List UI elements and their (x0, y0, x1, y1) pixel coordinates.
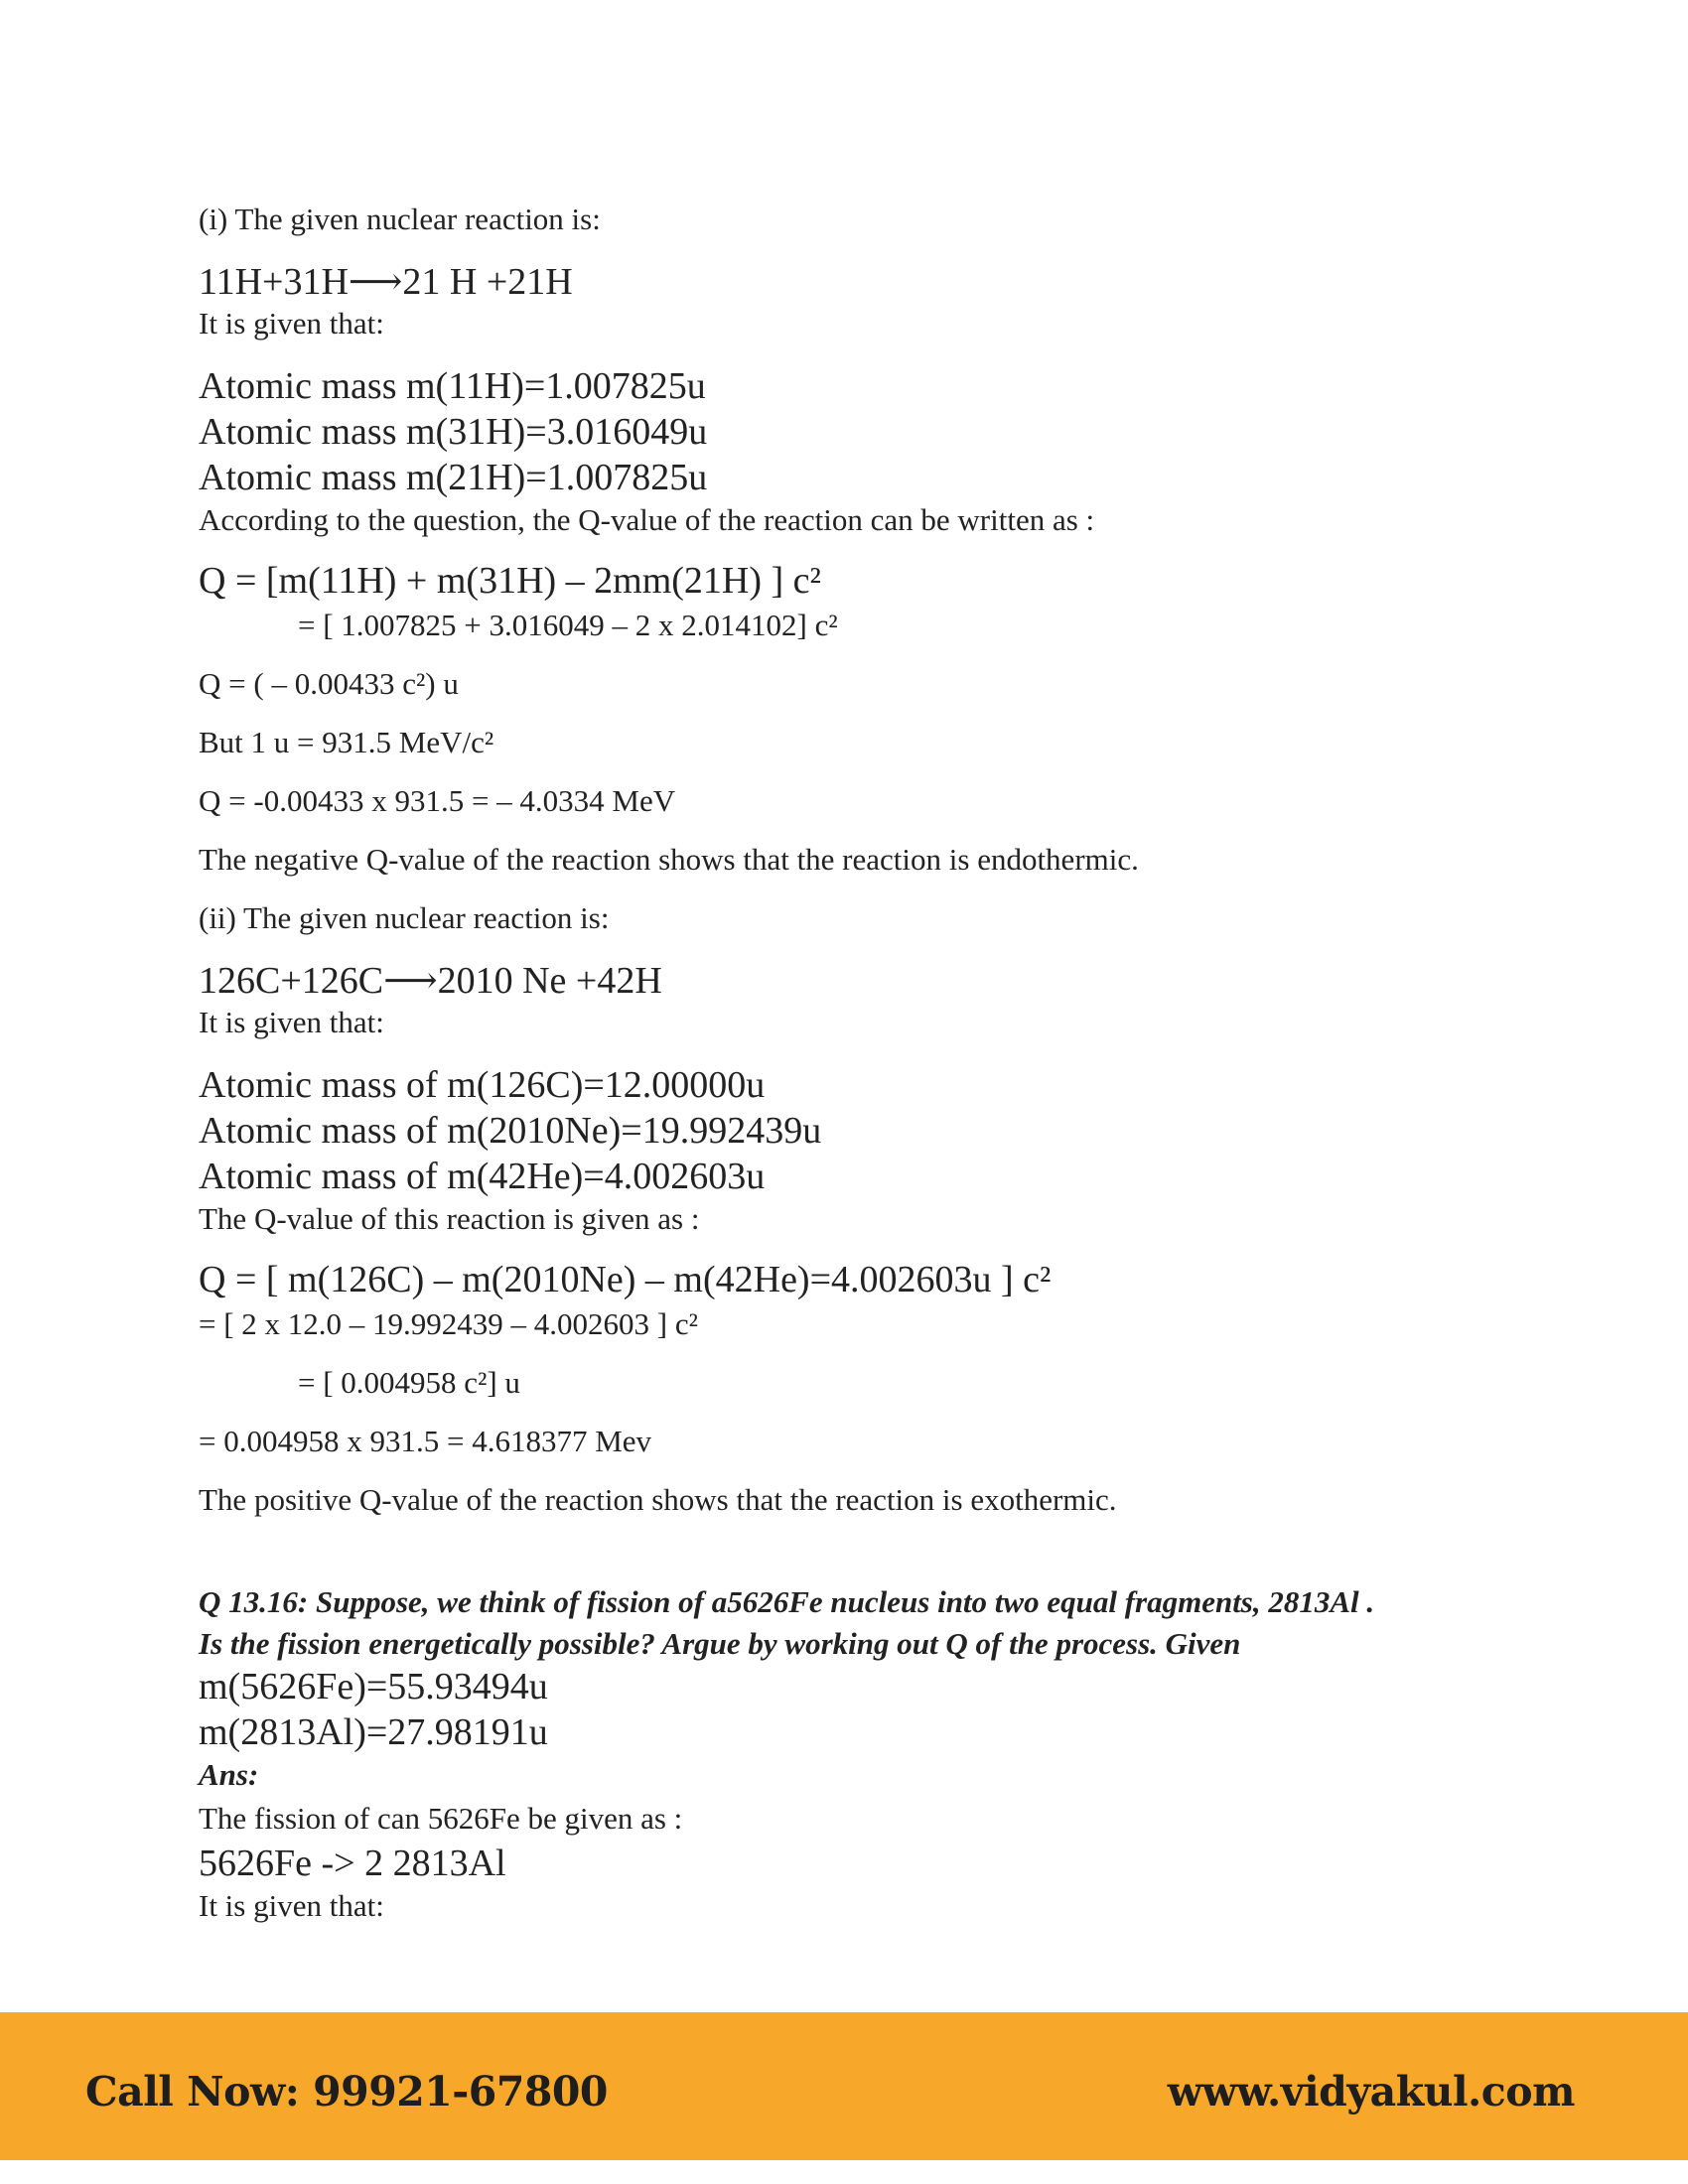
part2-mass-2: Atomic mass of m(2010Ne)=19.992439u (199, 1110, 822, 1152)
answer-given: It is given that: (199, 1888, 384, 1923)
part2-mass-1: Atomic mass of m(126C)=12.00000u (199, 1064, 766, 1106)
question-mass-al: m(2813Al)=27.98191u (199, 1711, 548, 1753)
part1-q-mev: Q = -0.00433 x 931.5 = – 4.0334 MeV (199, 783, 676, 818)
fission-intro: The fission of can 5626Fe be given as : (199, 1801, 683, 1836)
part1-mass-1: Atomic mass m(11H)=1.007825u (199, 365, 706, 407)
part1-q-intro: According to the question, the Q-value of the reaction can be written as : (199, 502, 1095, 537)
footer-website-link[interactable]: www.vidyakul.com (1167, 2068, 1575, 2116)
part1-mass-2: Atomic mass m(31H)=3.016049u (199, 411, 708, 453)
part1-q-result: Q = ( – 0.00433 c²) u (199, 666, 459, 701)
question-mass-fe: m(5626Fe)=55.93494u (199, 1666, 548, 1707)
part1-given: It is given that: (199, 306, 384, 341)
part1-reaction: 11H+31H⟶21 H +21H (199, 261, 573, 303)
part1-conversion: But 1 u = 931.5 MeV/c² (199, 725, 494, 759)
part1-q-substitution: = [ 1.007825 + 3.016049 – 2 x 2.014102] c² (298, 608, 838, 642)
footer-banner (0, 2012, 1688, 2160)
question-line-2: Is the fission energetically possible? Argue by working out Q of the process. Given (199, 1626, 1241, 1661)
part1-conclusion: The negative Q-value of the reaction shows that the reaction is endothermic. (199, 842, 1139, 877)
question-line-1: Q 13.16: Suppose, we think of fission of a5626Fe nucleus into two equal fragments, 2813Al . (199, 1584, 1375, 1619)
part1-q-formula: Q = [m(11H) + m(31H) – 2mm(21H) ] c² (199, 560, 821, 602)
part2-given: It is given that: (199, 1005, 384, 1039)
part1-heading: (i) The given nuclear reaction is: (199, 202, 601, 236)
part2-mass-3: Atomic mass of m(42He)=4.002603u (199, 1156, 766, 1197)
footer-phone[interactable]: Call Now: 99921-67800 (85, 2068, 608, 2116)
part2-heading: (ii) The given nuclear reaction is: (199, 900, 610, 935)
part2-reaction: 126C+126C⟶2010 Ne +42H (199, 960, 662, 1002)
part2-q-substitution: = [ 2 x 12.0 – 19.992439 – 4.002603 ] c² (199, 1306, 698, 1341)
part1-mass-3: Atomic mass m(21H)=1.007825u (199, 457, 708, 498)
answer-label: Ans: (199, 1757, 259, 1792)
part2-conclusion: The positive Q-value of the reaction shows that the reaction is exothermic. (199, 1482, 1117, 1517)
part2-q-result: = [ 0.004958 c²] u (298, 1365, 520, 1400)
part2-q-formula: Q = [ m(126C) – m(2010Ne) – m(42He)=4.002603u ] c² (199, 1259, 1052, 1300)
part2-q-intro: The Q-value of this reaction is given as : (199, 1201, 700, 1236)
part2-q-mev: = 0.004958 x 931.5 = 4.618377 Mev (199, 1424, 652, 1458)
fission-equation: 5626Fe -> 2 2813Al (199, 1843, 506, 1884)
